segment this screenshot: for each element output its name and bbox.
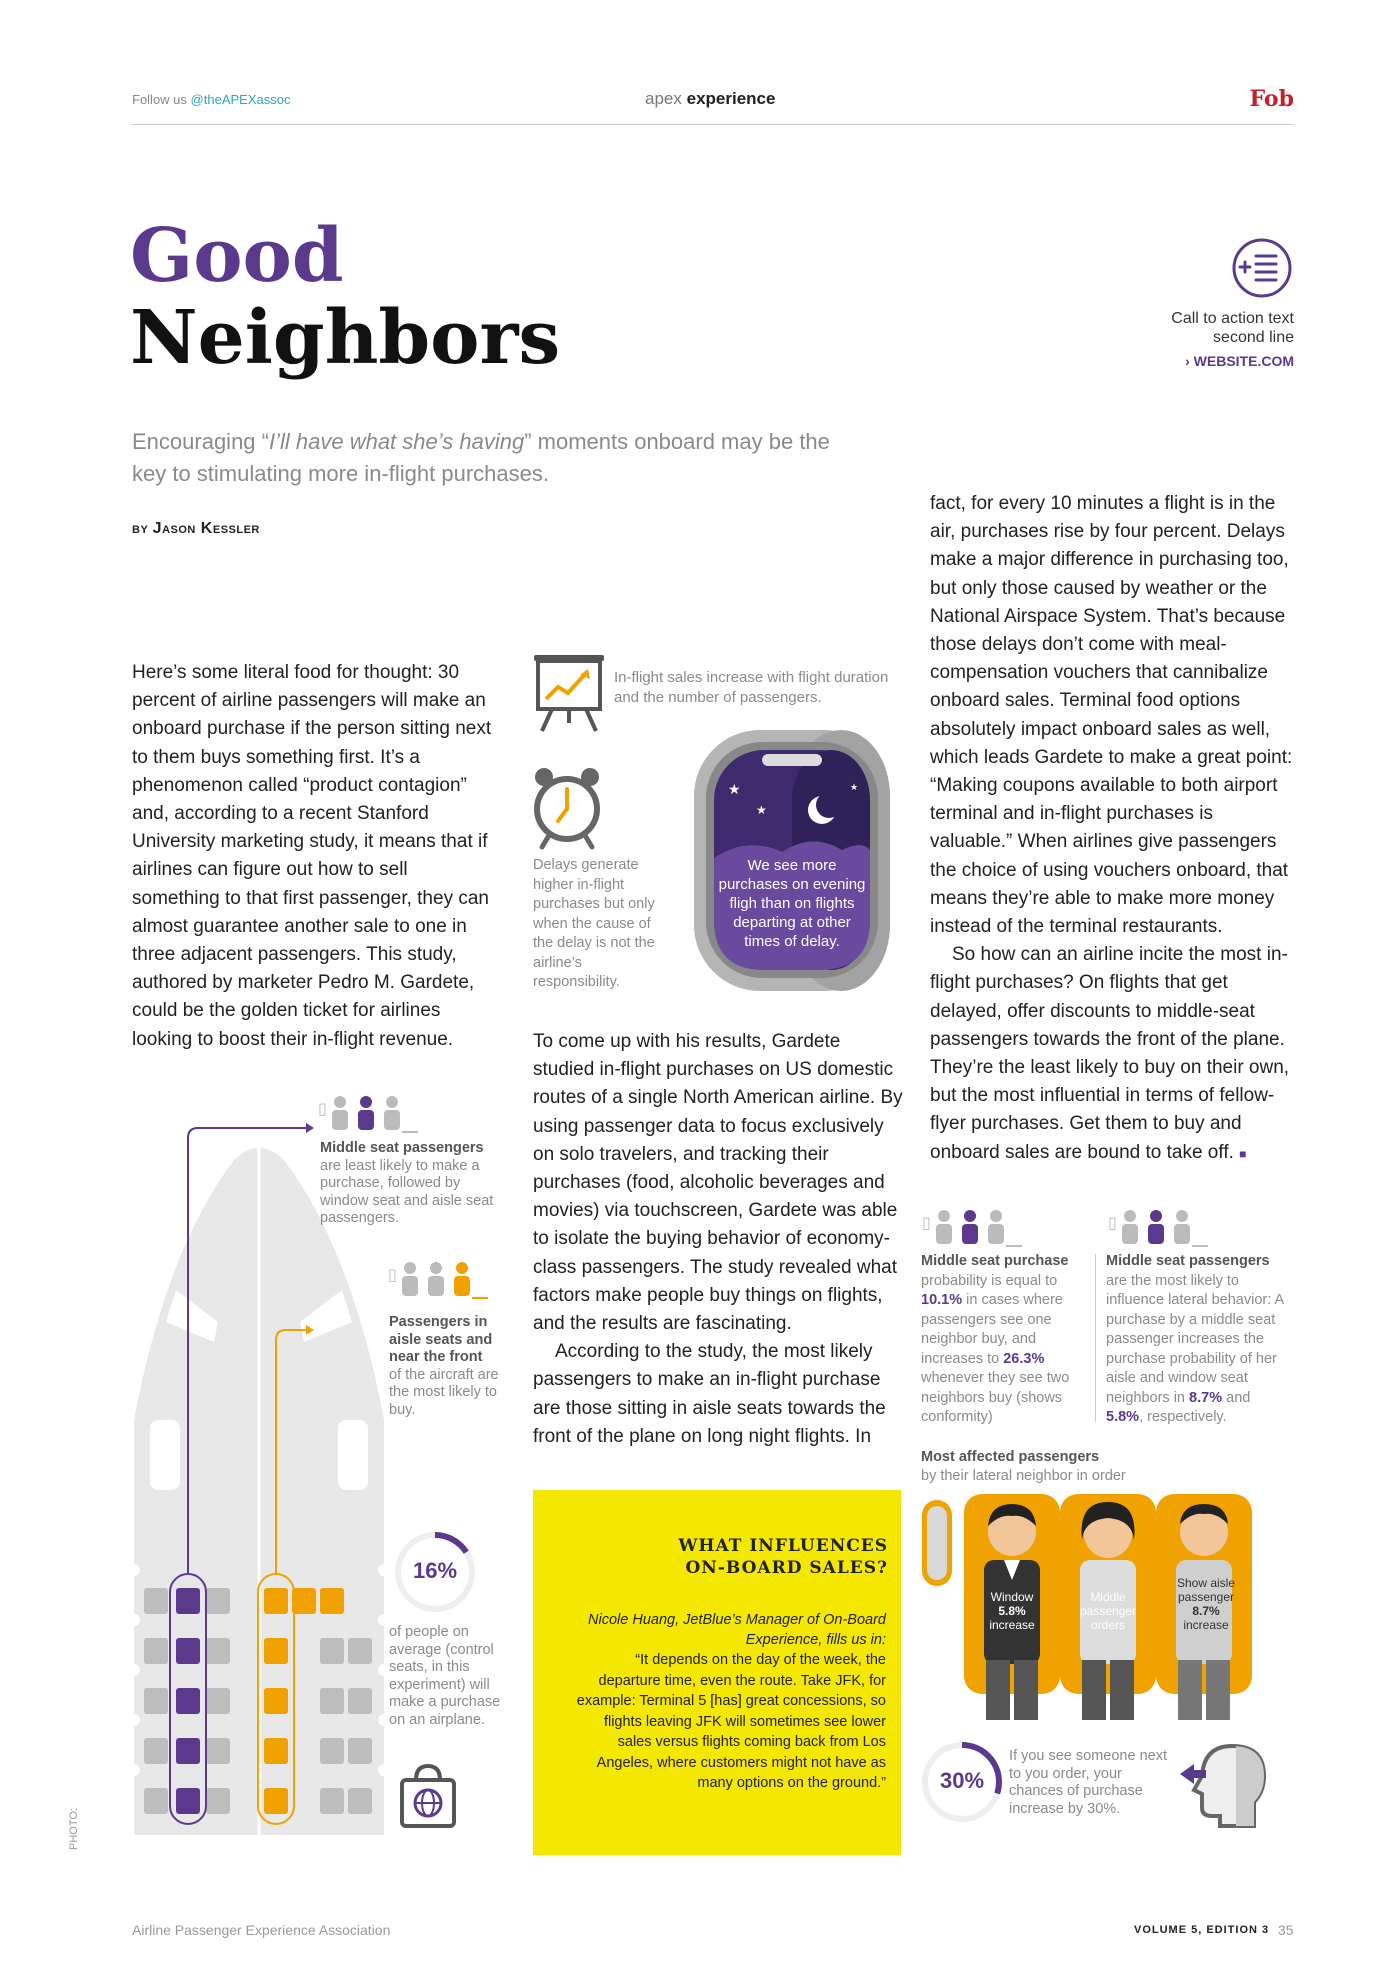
mid-purchase-t2: in cases where passengers see one neighbor buy, and increases to	[921, 1292, 1063, 1367]
window-passenger-label	[984, 1590, 1040, 1632]
window-label2: increase	[989, 1618, 1035, 1632]
pct16-note: of people on average (control seats, in this experiment) will make a purchase on an airplane.	[389, 1624, 501, 1728]
affected-subtitle: by their lateral neighbor in order	[921, 1468, 1126, 1484]
affected-title: Most affected passengers	[921, 1449, 1100, 1465]
follow-prefix: Follow us	[132, 92, 187, 107]
brand-bold: experience	[686, 89, 776, 108]
cta-line1: Call to action text	[1171, 310, 1294, 327]
mid-purchase-title: Middle seat purchase	[921, 1253, 1069, 1269]
cta-icon[interactable]	[1232, 238, 1292, 298]
mid-purchase-t3: whenever they see two neighbors buy (shows conformity)	[921, 1370, 1070, 1425]
middle-least-title: Middle seat passengers	[320, 1140, 484, 1156]
aisle-note	[389, 1314, 504, 1419]
byline-prefix: BY	[132, 524, 149, 536]
cta-line2: second line	[1213, 329, 1294, 346]
mid-influence-and: and	[1226, 1389, 1251, 1406]
seat-trio-icon-middle-purple	[318, 1092, 428, 1136]
head-influence-icon	[1180, 1740, 1270, 1830]
svg-text:★: ★	[850, 783, 859, 793]
sidebar-attribution: Nicole Huang, JetBlue’s Manager of On-Board Experience, fills us in:	[588, 1612, 886, 1648]
col3-body	[930, 490, 1295, 1168]
evening-purchases-note: We see more purchases on evening fligh than on flights departing at other times of delay.	[718, 857, 866, 950]
col2-body	[533, 1028, 906, 1451]
aisle-title: Passengers in aisle seats and near the front	[389, 1314, 493, 1365]
donut-30-label: 30%	[939, 1768, 985, 1793]
affected-heading	[921, 1448, 1126, 1486]
middle-least-note	[320, 1140, 510, 1228]
seat-trio-icon-aisle-orange	[388, 1258, 498, 1302]
svg-text:★: ★	[756, 803, 767, 817]
seat-trio-icon-mid-influence	[1108, 1206, 1218, 1250]
aisle-label3: increase	[1183, 1618, 1229, 1632]
section-label: Fob	[1249, 86, 1294, 112]
seat-trio-icon-mid-purchase	[922, 1206, 1032, 1250]
title-line2: Neighbors	[130, 295, 561, 381]
middle-least-text: are least likely to make a purchase, followed by window seat and aisle seat passengers.	[320, 1157, 494, 1226]
end-mark: ■	[1239, 1146, 1247, 1161]
svg-text:▯: ▯	[1108, 1213, 1117, 1232]
svg-text:▯: ▯	[922, 1213, 931, 1232]
follow-us	[132, 92, 290, 107]
mid-influence-note	[1106, 1252, 1291, 1428]
donut-16-label: 16%	[412, 1558, 458, 1583]
aisle-label1: Show aisle	[1176, 1576, 1236, 1590]
mid-influence-title: Middle seat passengers	[1106, 1253, 1270, 1269]
shopping-bag-globe-icon	[398, 1762, 458, 1828]
photo-credit: PHOTO:	[68, 1808, 80, 1850]
title-line1: Good	[130, 213, 344, 299]
mid-influence-v2: 5.8%	[1106, 1409, 1140, 1425]
middle-label1: Middle	[1090, 1590, 1126, 1604]
mid-purchase-v2: 26.3%	[1003, 1350, 1045, 1367]
sidebar-title2: ON-BOARD SALES?	[685, 1558, 888, 1578]
aisle-label2: passenger	[1177, 1590, 1235, 1604]
add-list-icon	[1232, 238, 1292, 298]
brand-light: apex	[645, 89, 682, 108]
mid-influence-v1: 8.7%	[1189, 1389, 1223, 1406]
col3-para1: fact, for every 10 minutes a flight is in the air, purchases rise by four percent. Delays make a major difference in purchasing too, but only those caused by weather or the National Airspace System. That’s because those delays don’t come with meal-compensation vouchers that cannibalize onboard sales. Terminal food options absolutely impact onboard sales as well, which leads Gardete to make a great point: “Making coupons available to both airport terminal and in-flight purchases is valuable.” When airlines give passengers the choice of using vouchers onboard, that means they’re able to make more money instead of the terminal restaurants.	[930, 493, 1293, 938]
sidebar-quote: “It depends on the day of the week, the departure time, even the route. Take JFK, for example: Terminal 5 [has] great concessions, so flights leaving JFK will sometimes see lower sales versus flights coming back from Los Angeles, where customers might not have as many options on the ground.”	[576, 1652, 886, 1791]
svg-text:★: ★	[728, 782, 741, 798]
alarm-clock-icon	[530, 765, 604, 851]
window-label1: Window	[990, 1590, 1034, 1604]
footer-page: 35	[1278, 1922, 1294, 1938]
col3-para2	[930, 941, 1295, 1168]
cta-link[interactable]: › WEBSITE.COM	[1185, 353, 1294, 369]
sales-increase-note: In-flight sales increase with flight duration and the number of passengers.	[614, 669, 889, 706]
delays-note: Delays generate higher in-flight purchases but only when the cause of the delay is not the airline’s responsibility.	[533, 857, 655, 990]
pct30-note: If you see someone next to you order, your chances of purchase increase by 30%.	[1009, 1748, 1167, 1817]
aisle-value: 8.7%	[1192, 1604, 1220, 1618]
middle-passenger-label	[1080, 1590, 1136, 1632]
footer-volume: VOLUME 5, EDITION 3	[1134, 1924, 1270, 1936]
easel-chart-icon	[532, 653, 606, 733]
subtitle-italic: I’ll have what she’s having	[268, 429, 525, 454]
col3-info-divider	[1095, 1254, 1096, 1422]
twitter-handle-link[interactable]: @theAPEXassoc	[190, 92, 291, 107]
subtitle	[132, 426, 852, 490]
mid-influence-t2: , respectively.	[1139, 1409, 1227, 1425]
footer-org: Airline Passenger Experience Association	[132, 1922, 391, 1938]
mid-purchase-note	[921, 1252, 1086, 1428]
brand-header	[645, 89, 775, 109]
mid-influence-t1: are the most likely to influence lateral behavior: A purchase by a middle seat passenger increases the purchase probability of her aisle and window seat neighbors in	[1106, 1272, 1284, 1406]
header-rule	[132, 124, 1294, 125]
subtitle-post: ” moments onboard may be the key to stimulating more in-flight purchases.	[132, 429, 830, 486]
col2-para2: According to the study, the most likely passengers to make an in-flight purchase are those sitting in aisle seats towards the front of the plane on long night flights. In	[533, 1341, 886, 1447]
middle-label3: orders	[1090, 1618, 1125, 1632]
sidebar-title1: WHAT INFLUENCES	[678, 1536, 888, 1556]
svg-text:▯: ▯	[388, 1265, 397, 1284]
middle-label2: passenger	[1080, 1604, 1137, 1618]
mid-purchase-v1: 10.1%	[921, 1292, 963, 1308]
window-value: 5.8%	[998, 1604, 1026, 1618]
col2-para1: To come up with his results, Gardete studied in-flight purchases on US domestic routes of a single North American airline. By using passenger data to focus exclusively on solo travelers, and tracking their purchases (food, alcoholic beverages and movies) via touchscreen, Gardete was able to isolate the buying behavior of economy-class passengers. The study revealed what factors make people buy things on flights, and the results are fascinating.	[533, 1031, 903, 1335]
col3-para2-text: So how can an airline incite the most in-flight purchases? On flights that get delayed, offer discounts to middle-seat passengers towards the front of the plane. They’re the least likely to buy on their own, but the most influential in terms of fellow-flyer purchases. Get them to buy and onboard sales are bound to take off.	[930, 944, 1290, 1163]
byline	[132, 520, 260, 538]
aisle-passenger-label	[1170, 1576, 1242, 1632]
col1-paragraph: Here’s some literal food for thought: 30 percent of airline passengers will make an onboard purchase if the person sitting next to them buys something first. It’s a phenomenon called “product contagion” and, according to a recent Stanford University marketing study, it means that if airlines can figure out how to sell something to that first passenger, they can almost guarantee another sale to one in three adjacent passengers. This study, authored by marketer Pedro M. Gardete, could be the golden ticket for airlines looking to boost their in-flight revenue.	[132, 662, 492, 1050]
byline-author: Jason Kessler	[152, 520, 260, 537]
mid-purchase-t1: probability is equal to	[921, 1272, 1058, 1289]
aisle-text: of the aircraft are the most likely to buy.	[389, 1366, 499, 1418]
subtitle-pre: Encouraging “	[132, 429, 269, 454]
svg-text:▯: ▯	[318, 1099, 327, 1118]
